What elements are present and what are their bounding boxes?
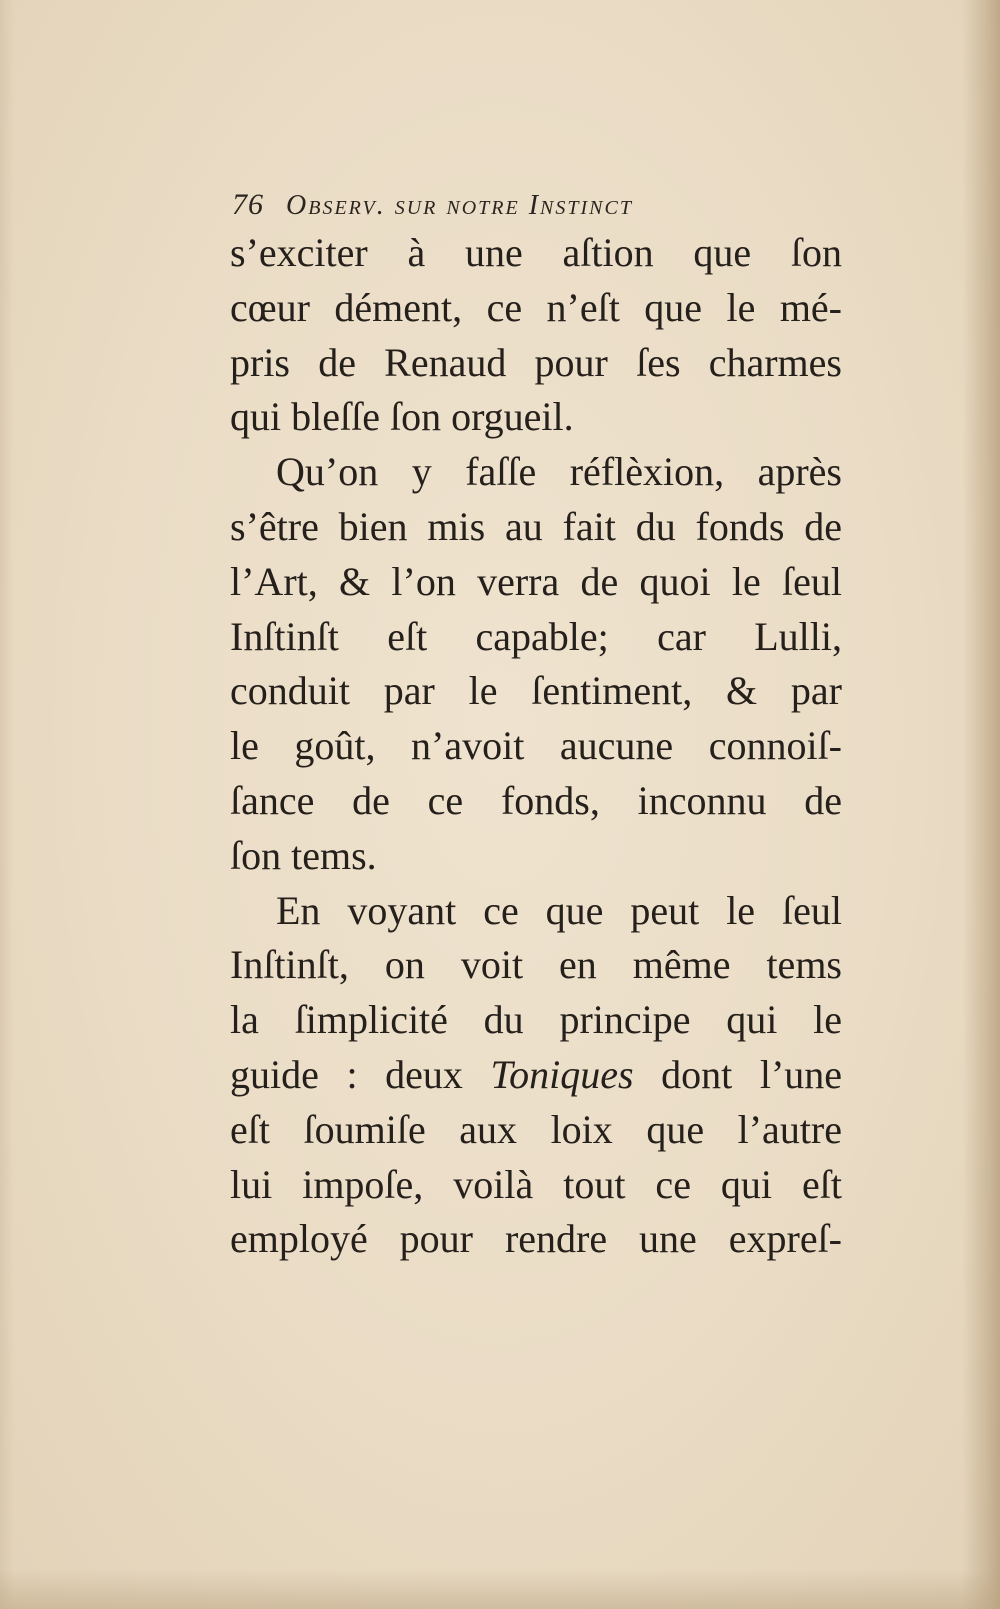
text-line-mixed bbox=[230, 1048, 842, 1103]
running-head bbox=[232, 188, 792, 222]
text-line: pris de Renaud pour ſes charmes bbox=[230, 339, 842, 385]
text-line: employé pour rendre une expreſ- bbox=[230, 1216, 842, 1262]
paragraph-first-line: En voyant ce que peut le ſeul bbox=[276, 887, 842, 933]
text-line: ſon tems. bbox=[230, 832, 377, 878]
page-left-shadow bbox=[0, 0, 14, 1609]
text-line: cœur dément, ce n’eſt que le mé- bbox=[230, 284, 842, 330]
text-segment: guide : deux bbox=[230, 1051, 463, 1097]
text-line: eſt ſoumiſe aux loix que l’autre bbox=[230, 1106, 842, 1152]
paragraph-first-line: Qu’on y faſſe réflèxion, après bbox=[276, 449, 842, 495]
page-number: 76 bbox=[232, 188, 264, 221]
italic-term: Toniques bbox=[490, 1051, 634, 1097]
running-title: Observ. sur notre Instinct bbox=[286, 190, 633, 221]
text-line: s’exciter à une aſtion que ſon bbox=[230, 230, 842, 275]
text-line: Inſtinſt, on voit en même tems bbox=[230, 942, 842, 988]
page-bottom-shadow bbox=[0, 1569, 1000, 1609]
text-line: qui bleſſe ſon orgueil. bbox=[230, 394, 574, 440]
body-text bbox=[230, 226, 842, 1267]
text-line: la ſimplicité du principe qui le bbox=[230, 997, 842, 1043]
text-segment: dont l’une bbox=[661, 1051, 843, 1097]
text-line: Inſtinſt eſt capable; car Lulli, bbox=[230, 613, 842, 659]
text-line: conduit par le ſentiment, & par bbox=[230, 668, 842, 714]
page-right-shadow bbox=[962, 0, 1000, 1609]
text-line: l’Art, & l’on verra de quoi le ſeul bbox=[230, 558, 842, 604]
text-line: s’être bien mis au fait du fonds de bbox=[230, 503, 842, 549]
text-line: lui impoſe, voilà tout ce qui eſt bbox=[230, 1161, 842, 1207]
text-line: le goût, n’avoit aucune connoiſ- bbox=[230, 723, 842, 769]
text-line: ſance de ce fonds, inconnu de bbox=[230, 777, 842, 823]
